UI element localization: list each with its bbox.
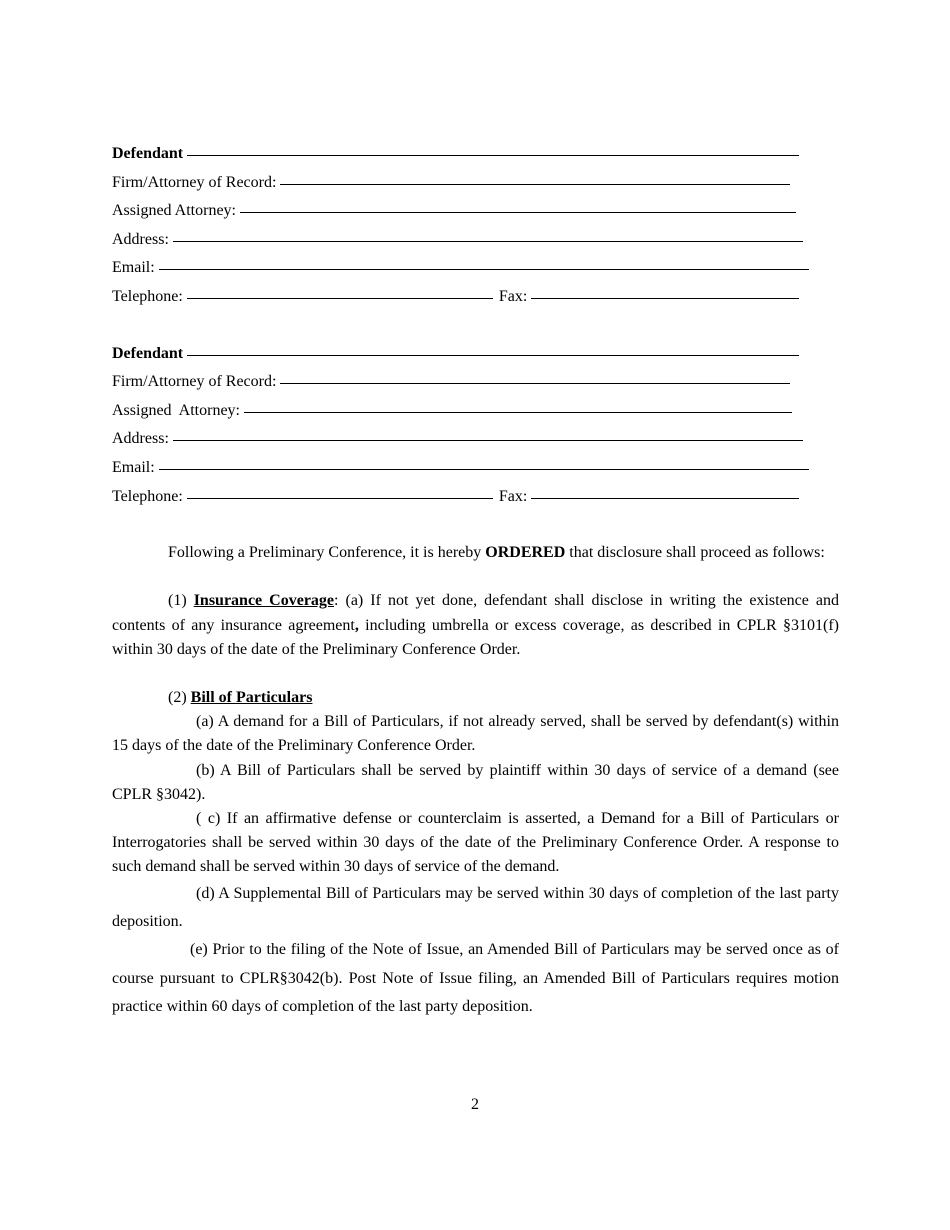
- address-blank[interactable]: [173, 225, 803, 242]
- intro-pre: Following a Preliminary Conference, it is hereby: [168, 544, 486, 562]
- address-label: Address:: [112, 230, 169, 248]
- telephone-label: Telephone:: [112, 487, 183, 505]
- page-number: 2: [471, 1096, 479, 1113]
- defendant-blank[interactable]: [187, 339, 799, 356]
- telephone-label: Telephone:: [112, 287, 183, 305]
- firm-label: Firm/Attorney of Record:: [112, 173, 277, 191]
- section-number: (2): [168, 688, 191, 706]
- spacer: [112, 511, 839, 541]
- telephone-line: [112, 483, 839, 512]
- fax-label: Fax:: [498, 287, 528, 305]
- telephone-line: [112, 283, 839, 312]
- email-label: Email:: [112, 259, 155, 277]
- firm-blank[interactable]: [280, 367, 790, 384]
- fax-label: Fax:: [498, 487, 528, 505]
- document-page: [112, 140, 839, 1022]
- ordered-word: ORDERED: [485, 544, 566, 562]
- telephone-blank[interactable]: [187, 482, 493, 499]
- bill-of-particulars-heading-line: [112, 686, 839, 710]
- address-label: Address:: [112, 430, 169, 448]
- section-number: (1): [168, 592, 194, 610]
- firm-line: [112, 368, 839, 397]
- insurance-text-a: : (a) If not yet done, defendant shall disclose in writing the existence and contents of any insurance agreement: [112, 592, 840, 634]
- insurance-comma: ,: [354, 616, 359, 634]
- spacer: [112, 565, 839, 589]
- email-blank[interactable]: [159, 253, 809, 270]
- email-label: Email:: [112, 458, 155, 476]
- party-block-2: [112, 340, 839, 512]
- defendant-label: Defendant: [112, 145, 184, 162]
- address-line: [112, 425, 839, 454]
- insurance-coverage-heading: Insurance Coverage: [193, 592, 335, 610]
- assigned-blank[interactable]: [244, 396, 792, 413]
- paragraph-d: (d) A Supplemental Bill of Particulars may be served within 30 days of completion of the last party deposition.: [112, 884, 839, 930]
- insurance-coverage-paragraph: [112, 589, 839, 662]
- email-blank[interactable]: [159, 453, 809, 470]
- defendant-line: [112, 140, 839, 169]
- spacer: [112, 312, 839, 340]
- paragraph-c: ( c) If an affirmative defense or counterclaim is asserted, a Demand for a Bill of Particulars or Interrogatories shall be served within 30 days of the date of the Preliminary Conference Order. A response to such demand shall be served within 30 days of service of the demand.: [112, 809, 839, 876]
- address-line: [112, 226, 839, 255]
- defendant-line: [112, 340, 839, 369]
- firm-label: Firm/Attorney of Record:: [112, 373, 277, 391]
- firm-blank[interactable]: [280, 168, 790, 185]
- assigned-label: Assigned Attorney:: [112, 202, 236, 220]
- address-blank[interactable]: [173, 424, 803, 441]
- intro-paragraph: [112, 541, 839, 565]
- paragraph-a: (a) A demand for a Bill of Particulars, if not already served, shall be served by defendant(s) within 15 days of the date of the Preliminary Conference Order.: [112, 713, 839, 755]
- bill-of-particulars-heading: Bill of Particulars: [190, 688, 313, 706]
- paragraph-e: (e) Prior to the filing of the Note of Issue, an Amended Bill of Particulars may be served once as of course pursuant to CPLR§3042(b). Post Note of Issue filing, an Amended Bill of Particulars requires motion practice within 60 days of completion of the last party deposition.: [112, 941, 839, 1016]
- spacer: [112, 662, 839, 686]
- paragraph-b: (b) A Bill of Particulars shall be served by plaintiff within 30 days of service of a demand (see CPLR §3042).: [112, 761, 839, 803]
- insurance-text-b: including umbrella or excess coverage, as described in CPLR §3101(f) within 30 days of the date of the Preliminary Conference Order.: [112, 616, 839, 658]
- defendant-label: Defendant: [112, 344, 184, 362]
- fax-blank[interactable]: [531, 482, 799, 499]
- assigned-label: Assigned Attorney:: [112, 401, 240, 419]
- email-line: [112, 454, 839, 483]
- firm-line: [112, 169, 839, 198]
- fax-blank[interactable]: [531, 282, 799, 299]
- assigned-blank[interactable]: [240, 196, 796, 213]
- telephone-blank[interactable]: [187, 282, 493, 299]
- defendant-blank[interactable]: [187, 139, 799, 156]
- party-block-1: [112, 140, 839, 312]
- assigned-line: [112, 397, 839, 426]
- email-line: [112, 254, 839, 283]
- intro-post: that disclosure shall proceed as follows:: [565, 544, 825, 562]
- assigned-line: [112, 197, 839, 226]
